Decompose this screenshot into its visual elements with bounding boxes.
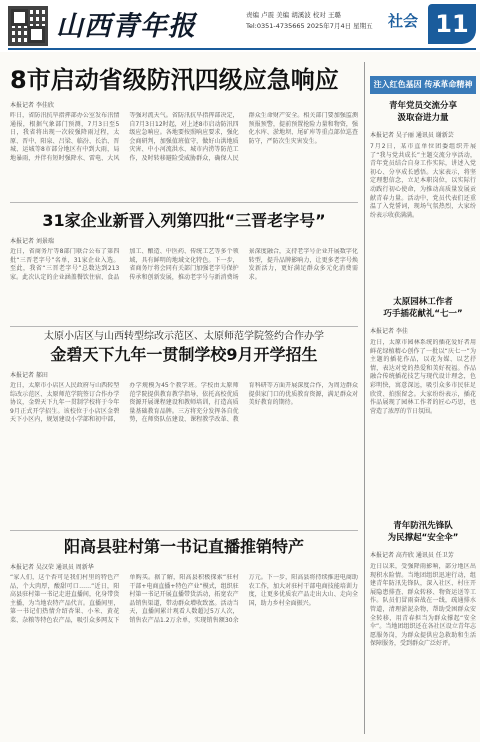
- column-banner: 注入红色基因 传承革命精神: [370, 76, 476, 94]
- side-story-title-line1: 青年党员交流分享: [388, 101, 457, 111]
- side-story-youth-party: [370, 100, 476, 295]
- side-story-title-line1: 青年防汛先锋队: [393, 521, 453, 531]
- header-meta-line2: Tel:0351-4735665 2025年7月4日 星期五: [246, 22, 373, 30]
- article-headline: 31家企业新晋入列第四批“三晋老字号”: [42, 211, 326, 230]
- side-story-title-line1: 太原园林工作者: [393, 297, 453, 307]
- section-name: 社会: [388, 12, 419, 30]
- divider: [10, 202, 358, 203]
- side-story-byline: 本报记者 吴子丽 通讯员 谢新芸: [370, 132, 454, 139]
- article-flood-response: [10, 64, 358, 196]
- divider: [10, 326, 358, 327]
- header-meta: [246, 10, 373, 32]
- side-story-flower-art: [370, 296, 476, 507]
- column-divider: [364, 62, 365, 734]
- article-body: 近日，省商务厅等8部门联合公布了第四批“三晋老字号”名单，31家企业入选。至此，我省“三晋老字号”总数达到213家。此次认定的企业涵盖餐饮住宿、食品加工、酿造、中医药、传统工艺等多个领域，具有鲜明的地域文化特色。下一步，省商务厅将会同有关部门加强老字号保护传承和创新发展，推动老字号与新消费场景深度融合，支持老字号企业开展数字化转型，提升品牌影响力，让更多老字号焕发新活力，更好满足群众多元化消费需求。: [10, 248, 358, 281]
- side-story-title-line2: 为民撑起“安全伞”: [387, 533, 459, 543]
- side-story-byline: 本报记者 李佳: [370, 328, 408, 335]
- header-rule: [8, 48, 476, 50]
- page-header: [0, 0, 480, 52]
- side-story-body: 7月2日，某市直单位团委组织开展了“我与党共成长”主题交流分享活动，青年党员结合自身工作实际，讲述入党初心、分享成长感悟。大家表示，将坚定理想信念，立足本职岗位，以实际行动践行初心使命，为推动高质量发展贡献青春力量。活动中，党员代表们还重温了入党誓词，现场气氛热烈，大家纷纷表示收获满满。: [370, 143, 476, 219]
- side-story-body: 近日以来，受强降雨影响，部分地区出现积水险情。当地团组织迅速行动，组建青年防汛先锋队，深入社区、村庄开展隐患排查、群众转移、物资运送等工作。队员们冒雨奋战在一线，疏通排水管道，清理淤泥杂物，帮助受困群众安全转移，用青春担当为群众撑起“安全伞”。当地团组织还在各社区设立青年志愿服务岗，为群众提供应急救助和生活保障服务，受到群众广泛好评。: [370, 563, 476, 648]
- side-story-body: 近日，太原市园林系统的插花爱好者用鲜花绿植精心创作了一批以“庆七一”为主题的插花作品，以花为媒、以艺抒情，表达对党的热爱和美好祝福。作品融合传统插花技艺与现代设计理念，色彩明快，寓意深远，吸引众多市民驻足欣赏、拍照留念。大家纷纷表示，插花作品展现了园林工作者的匠心巧思，也营造了浓厚的节日氛围。: [370, 339, 476, 415]
- article-body: 昨日，省防汛抗旱指挥部办公室发布汛情通报，根据气象部门预测，7月3日至5日，我省将出现一次较强降雨过程，太原、晋中、阳泉、吕梁、临汾、长治、晋城、运城等8市部分地区有中到大雨，局地暴雨，并伴有短时强降水、雷电、大风等强对流天气。省防汛抗旱指挥部决定，自7月3日12时起，对上述8市启动防汛四级应急响应。各地要按照响应要求，强化会商研判，加强值班值守，做好山洪地质灾害、中小河流洪水、城市内涝等防范工作，及时转移避险受威胁群众，确保人民群众生命财产安全。相关部门要加强监测预报预警，提前预置抢险力量和物资，强化水库、淤地坝、尾矿库等重点部位巡查防守，严防次生灾害发生。: [10, 112, 358, 162]
- article-headline: 金碧天下九年一贯制学校9月开学招生: [50, 345, 318, 364]
- masthead: 山西青年报: [56, 11, 196, 42]
- article-body: “家人们，这个杏可是我们村里的特色产品，个大肉厚，酸甜可口……”近日，阳高县驻村第一书记走进直播间，化身带货主播，为当地农特产品代言。直播间里，第一书记们热情介绍杏果、小米、黄花菜、杂粮等特色农产品，吸引众多网友下单购买。据了解，阳高县积极探索“驻村干部+电商直播+特色产业”模式，组织驻村第一书记开展直播带货活动，拓宽农产品销售渠道，带动群众增收致富。活动当天，直播间累计观看人数超过5万人次，销售农产品1.2万余单，实现销售额30余万元。下一步，阳高县将持续推进电商助农工作，加大对驻村干部电商技能培训力度，让更多优质农产品走出大山、走向全国，助力乡村全面振兴。: [10, 574, 358, 624]
- article-time-honored-brands: [10, 210, 358, 334]
- article-byline: 本报记者 刘景瑞: [10, 238, 54, 245]
- qr-code-icon: [8, 6, 48, 46]
- article-school-opening: [10, 330, 358, 532]
- page-number-badge: 11: [428, 4, 476, 44]
- article-livestream-sales: [10, 536, 358, 740]
- article-body: 近日，太原市小店区人民政府与山西转型综改示范区、太原师范学院签订合作办学协议，金碧天下九年一贯制学校将于今年9月正式开学招生。该校位于小店区金碧天下小区内，规划建设小学部和初中部，办学规模为45个教学班。学校由太原师范学院提供教育教学指导，依托高校优质资源开展课程建设和教师培训，打造高质量基础教育品牌。三方将充分发挥各自优势，在师资队伍建设、课程教学改革、教育科研等方面开展深度合作，为周边群众提供家门口的优质教育资源，满足群众对美好教育的期待。: [10, 382, 358, 424]
- article-headline: 阳高县驻村第一书记直播推销特产: [63, 537, 304, 556]
- article-headline: 8市启动省级防汛四级应急响应: [10, 66, 339, 94]
- article-byline: 本报记者 郝田: [10, 372, 48, 379]
- side-story-byline: 本报记者 高卉欣 通讯员 任卫芳: [370, 552, 454, 559]
- divider: [10, 530, 358, 531]
- article-kicker: 太原小店区与山西转型综改示范区、太原师范学院签约合作办学: [44, 331, 324, 342]
- side-story-title-line2: 巧手插花献礼“七一”: [383, 309, 463, 319]
- article-byline: 本报记者 李佳欣: [10, 102, 54, 109]
- side-story-title-line2: 汲取奋进力量: [397, 113, 449, 123]
- article-byline: 本报记者 吴汉荣 通讯员 周新华: [10, 564, 94, 571]
- side-story-flood-vanguard: [370, 520, 476, 739]
- header-meta-line1: 责编 卢震 美编 胡溪波 校对 王璐: [246, 11, 341, 19]
